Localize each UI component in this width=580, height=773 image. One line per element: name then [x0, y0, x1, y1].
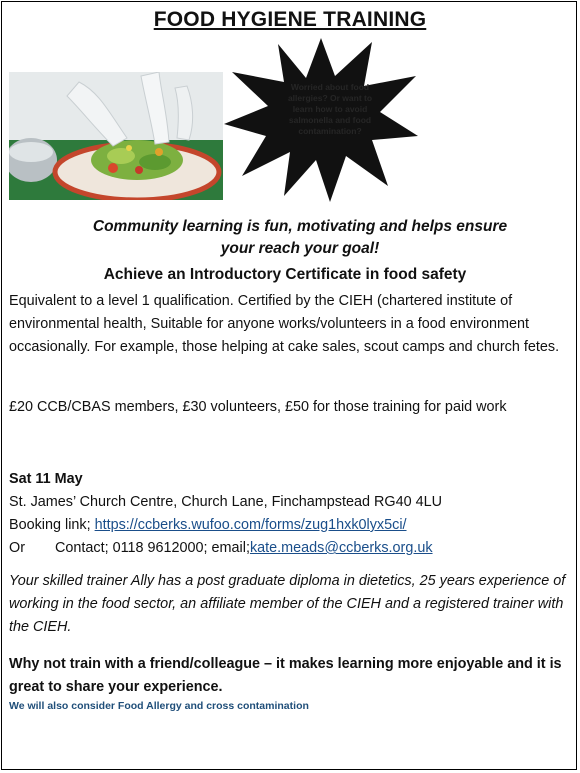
booking-link[interactable]: https://ccberks.wufoo.com/forms/zug1hxk0lyx5ci/: [94, 517, 407, 533]
certificate-heading: Achieve an Introductory Certificate in food safety: [103, 266, 467, 283]
venue-address: St. James’ Church Centre, Church Lane, Finchampstead RG40 4LU: [9, 494, 442, 510]
food-preparation-photo: [9, 72, 223, 200]
or-label: Or: [9, 540, 25, 556]
course-description: Equivalent to a level 1 qualification. Certified by the CIEH (chartered institute of environmental health, Suitable for anyone works/volunteers in a food environment occasionally. For example, those helping at cake sales, scout camps and church fetes.: [9, 293, 560, 355]
booking-label: Booking link;: [9, 517, 95, 533]
why-train-text: Why not train with a friend/colleague – it makes learning more enjoyable and it is great to share your experience.: [9, 656, 562, 695]
tagline: [30, 216, 570, 260]
tagline-line-2: your reach your goal!: [220, 240, 380, 257]
contact-email-link[interactable]: kate.meads@ccberks.org.uk: [249, 540, 433, 556]
contact-line: [9, 537, 571, 560]
contact-label: Contact; 0118 9612000; email;: [55, 540, 250, 556]
tagline-line-1: Community learning is fun, motivating and helps ensure: [92, 218, 508, 235]
starburst-text: Worried about food allergies? Or want to learn how to avoid salmonella and food contamination?: [287, 82, 373, 136]
page-title: FOOD HYGIENE TRAINING: [153, 8, 427, 31]
trainer-info: Your skilled trainer Ally has a post graduate diploma in dietetics, 25 years experience of working in the food sector, an affiliate member of the CIEH and a registered trainer with the CIEH.: [9, 573, 566, 635]
allergy-note: We will also consider Food Allergy and cross contamination: [9, 700, 309, 712]
course-date: Sat 11 May: [9, 471, 83, 487]
price-list: £20 CCB/CBAS members, £30 volunteers, £50 for those training for paid work: [9, 399, 507, 415]
booking-line: [9, 514, 571, 537]
